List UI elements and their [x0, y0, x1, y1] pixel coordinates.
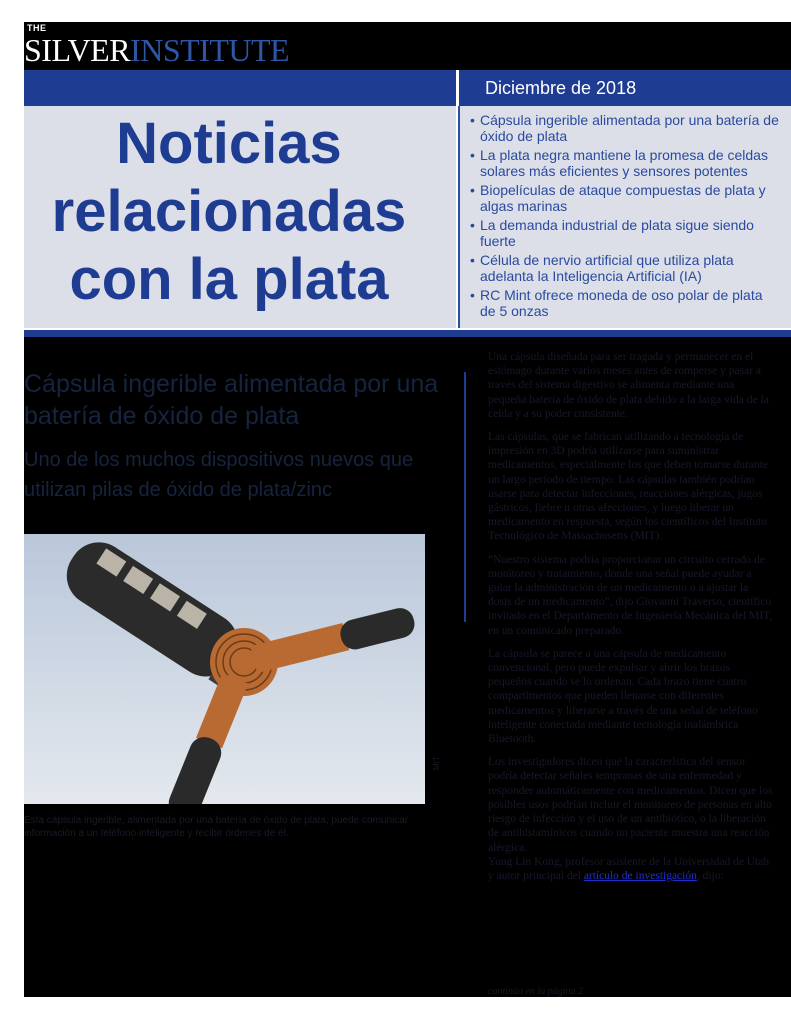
article-paragraph: Las cápsulas, que se fabrican utilizando a tecnología de impresión en 3D podría utilizarse para suministrar medicamentos, especialmente los que deben tomarse durante un largo período de tiempo. Las cápsulas también podrían usarse para detectar infecciones, reacciones alérgicas, jugos gástricos, fiebre u otras afecciones, y luego liberar un medicamento en respuesta, según los científicos del Instituto Tecnológico de Massachusetts (MIT).: [488, 431, 769, 543]
logo-silver: SILVER: [24, 32, 131, 68]
capsule-illustration: [24, 534, 425, 804]
section-separator: [24, 330, 791, 337]
column-rule: [464, 372, 466, 622]
capsule-photo: [24, 534, 425, 804]
article-paragraph-last: [488, 855, 773, 883]
newsletter-title: [24, 110, 434, 314]
continued-note: continúa en la página 2: [488, 986, 583, 997]
contents-item[interactable]: • Célula de nervio artificial que utiliza plata adelanta la Inteligencia Artificial (IA): [470, 252, 780, 284]
silver-institute-logo: [24, 32, 289, 69]
image-caption: Esta cápsula ingerible, alimentada por una batería de óxido de plata, puede comunicar información a un teléfono inteligente y recibir órdenes de él.: [24, 815, 409, 839]
panel-divider-line: [458, 106, 460, 328]
issue-date: Diciembre de 2018: [485, 78, 637, 98]
contents-item[interactable]: • La demanda industrial de plata sigue siendo fuerte: [470, 217, 780, 249]
contents-item[interactable]: • Biopelículas de ataque compuestas de plata y algas marinas: [470, 182, 780, 214]
masthead: [24, 22, 791, 70]
logo-the: THE: [27, 23, 47, 33]
contents-item[interactable]: • RC Mint ofrece moneda de oso polar de plata de 5 onzas: [470, 287, 780, 319]
last-para-text: Yong Lin Kong, profesor asistente de la Universidad de Utah y autor principal del: [488, 855, 770, 882]
article-subtitle: Uno de los muchos dispositivos nuevos que utilizan pilas de óxido de plata/zinc: [24, 449, 414, 501]
article-paragraph: Una cápsula diseñada para ser tragada y permanecer en el estómago durante varios meses antes de romperse y pasar a través del sistema digestivo se alimenta mediante una pequeña batería de óxido de plata debido a la larga vida de la celda y a su poder consistente.: [488, 351, 769, 420]
logo-institute: INSTITUTE: [130, 32, 290, 68]
last-para-end: , dijo:: [696, 869, 724, 882]
research-article-link[interactable]: artículo de investigación: [583, 869, 697, 882]
contents-item[interactable]: • Cápsula ingerible alimentada por una batería de óxido de plata: [470, 112, 780, 144]
title-line-3: con la plata: [69, 247, 389, 312]
date-band: [24, 70, 791, 106]
article-paragraph: “Nuestro sistema podría proporcionar un circuito cerrado de monitoreo y tratamiento, donde una señal puede ayudar a guiar la administración de un medicamento o a ajustar la dosis de un medicamento”, dijo Giovanni Traverso, científico invitado en el Departamento de Ingeniería Mecánica del MIT, en un comunicado preparado.: [488, 553, 773, 637]
contents-list: [470, 112, 780, 322]
image-credit: MIT: [432, 756, 441, 770]
article-paragraph: La cápsula se parece a una cápsula de medicamento convencional, pero puede expulsar y abrir los brazos pequeños cuando se lo ordenan. Cada brazo tiene cuatro compartimentos que pueden llenarse con diferentes medicamentos y liberarse a través de una señal de teléfono inteligente conectada mediante tecnología inalámbrica Bluetooth.: [488, 647, 758, 746]
article-title: Cápsula ingerible alimentada por una batería de óxido de plata: [24, 370, 439, 430]
contents-item[interactable]: • La plata negra mantiene la promesa de celdas solares más eficientes y sensores potentes: [470, 147, 780, 179]
article-paragraph: Los investigadores dicen que la característica del sensor podría detectar señales tempranas de una enfermedad y responder automáticamente con medicamentos. Dicen que los posibles usos podrían incluir el monitoreo de personas en alto riesgo de infección y el uso de un antibiótico, o la liberación de antihistamínicos cuando un paciente muestra una reacción alérgica.: [488, 756, 773, 854]
article-body: [488, 350, 773, 883]
title-line-2: relacionadas: [51, 179, 407, 244]
title-line-1: Noticias: [116, 111, 342, 176]
